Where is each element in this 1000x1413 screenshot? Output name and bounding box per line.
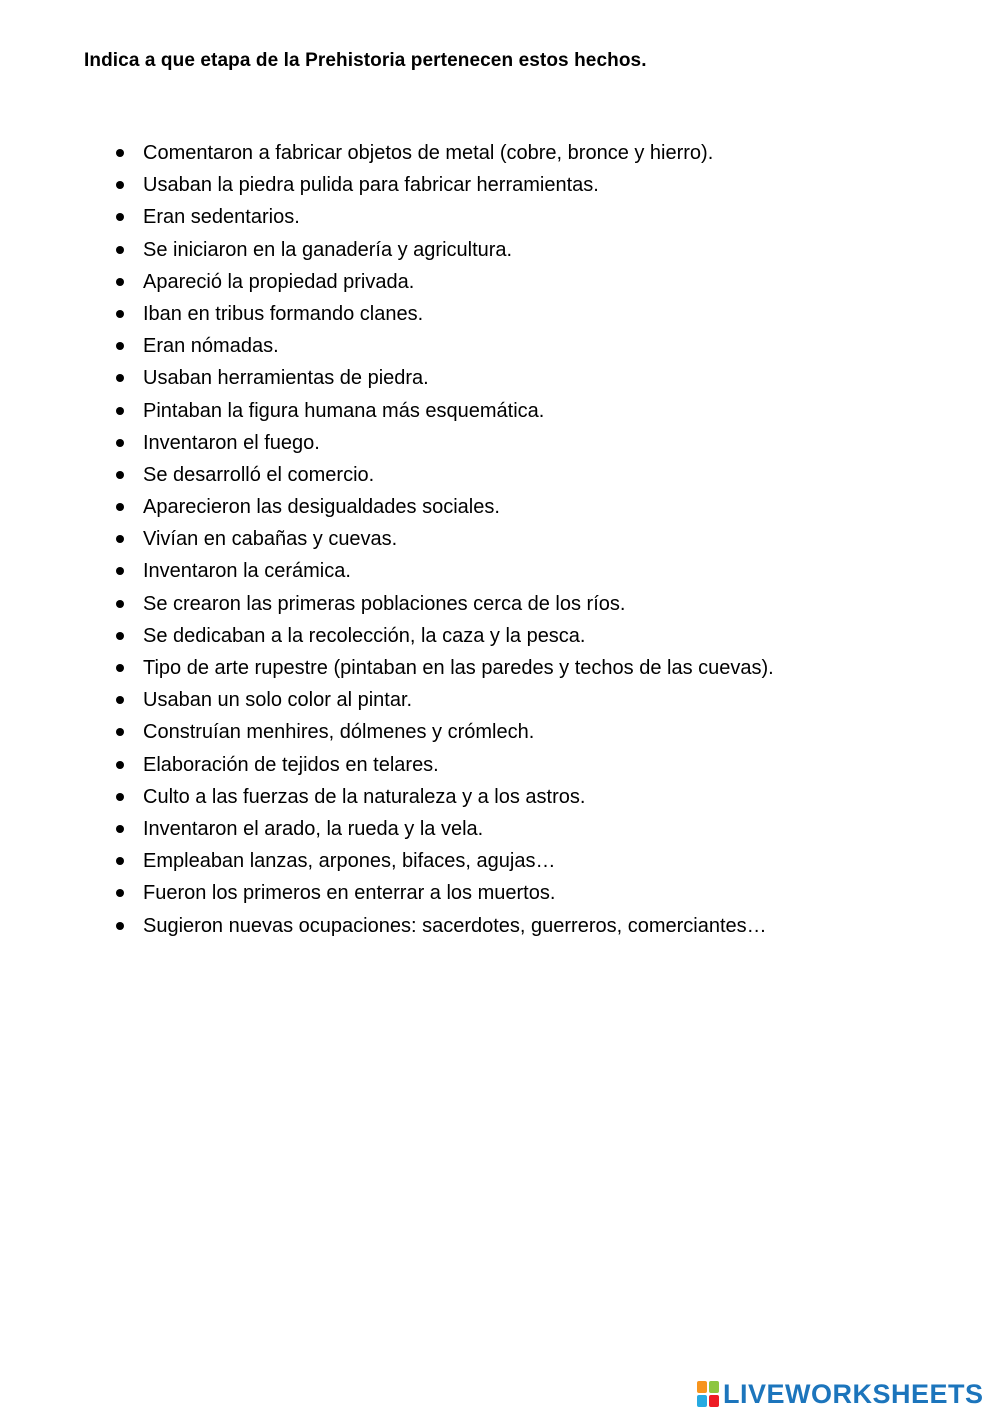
fact-text: Aparecieron las desigualdades sociales. [143,496,500,519]
bullet-icon [116,342,124,350]
fact-text: Empleaban lanzas, arpones, bifaces, agujas… [143,850,556,873]
fact-item [0,427,1000,459]
fact-item [0,395,1000,427]
worksheet-heading: Indica a que etapa de la Prehistoria pertenecen estos hechos. [84,50,647,71]
fact-text: Sugieron nuevas ocupaciones: sacerdotes, guerreros, comerciantes… [143,914,767,937]
fact-item [0,684,1000,716]
fact-item [0,716,1000,748]
fact-item [0,201,1000,233]
bullet-icon [116,310,124,318]
bullet-icon [116,600,124,608]
liveworksheets-brand [697,1377,984,1411]
fact-text: Tipo de arte rupestre (pintaban en las paredes y techos de las cuevas). [143,657,774,679]
fact-item [0,137,1000,169]
bullet-icon [116,696,124,704]
bullet-icon [116,374,124,382]
bullet-icon [116,503,124,511]
fact-text: Culto a las fuerzas de la naturaleza y a los astros. [143,785,586,808]
bullet-icon [116,632,124,640]
fact-text: Se dedicaban a la recolección, la caza y la pesca. [143,624,586,647]
fact-text: Fueron los primeros en enterrar a los muertos. [143,882,556,905]
fact-item [0,620,1000,652]
fact-text: Inventaron la cerámica. [143,560,351,583]
fact-item [0,652,1000,684]
fact-text: Construían menhires, dólmenes y crómlech. [143,721,535,744]
bullet-icon [116,439,124,447]
fact-text: Usaban la piedra pulida para fabricar herramientas. [143,174,599,197]
fact-text: Inventaron el fuego. [143,431,320,454]
bullet-icon [116,246,124,254]
fact-item [0,588,1000,620]
fact-item [0,845,1000,877]
fact-text: Eran nómadas. [143,335,279,358]
fact-text: Comentaron a fabricar objetos de metal (cobre, bronce y hierro). [143,142,714,164]
liveworksheets-logo-icon [697,1381,719,1407]
brand-name: LIVEWORKSHEETS [723,1378,984,1409]
fact-item [0,877,1000,909]
bullet-icon [116,471,124,479]
fact-item [0,298,1000,330]
bullet-icon [116,407,124,415]
bullet-icon [116,889,124,897]
facts-list [0,137,1000,942]
bullet-icon [116,278,124,286]
fact-text: Inventaron el arado, la rueda y la vela. [143,817,484,840]
bullet-icon [116,567,124,575]
fact-item [0,234,1000,266]
fact-item [0,555,1000,587]
fact-text: Apareció la propiedad privada. [143,270,415,293]
fact-text: Eran sedentarios. [143,206,300,229]
bullet-icon [116,825,124,833]
bullet-icon [116,793,124,801]
bullet-icon [116,213,124,221]
fact-text: Se crearon las primeras poblaciones cerca de los ríos. [143,592,626,615]
fact-text: Se desarrolló el comercio. [143,463,375,486]
bullet-icon [116,728,124,736]
fact-text: Vivían en cabañas y cuevas. [143,528,398,551]
fact-item [0,330,1000,362]
bullet-icon [116,922,124,930]
bullet-icon [116,857,124,865]
fact-item [0,523,1000,555]
fact-text: Usaban un solo color al pintar. [143,689,413,712]
bullet-icon [116,535,124,543]
fact-text: Se iniciaron en la ganadería y agricultura. [143,238,513,261]
bullet-icon [116,181,124,189]
fact-item [0,491,1000,523]
fact-item [0,459,1000,491]
fact-item [0,169,1000,201]
fact-item [0,749,1000,781]
fact-item [0,362,1000,394]
bullet-icon [116,761,124,769]
bullet-icon [116,149,124,157]
bullet-icon [116,664,124,672]
fact-text: Usaban herramientas de piedra. [143,367,429,390]
fact-text: Elaboración de tejidos en telares. [143,753,439,776]
fact-item [0,813,1000,845]
fact-item [0,781,1000,813]
fact-item [0,910,1000,942]
fact-text: Pintaban la figura humana más esquemática. [143,399,545,422]
fact-item [0,266,1000,298]
fact-text: Iban en tribus formando clanes. [143,302,424,325]
